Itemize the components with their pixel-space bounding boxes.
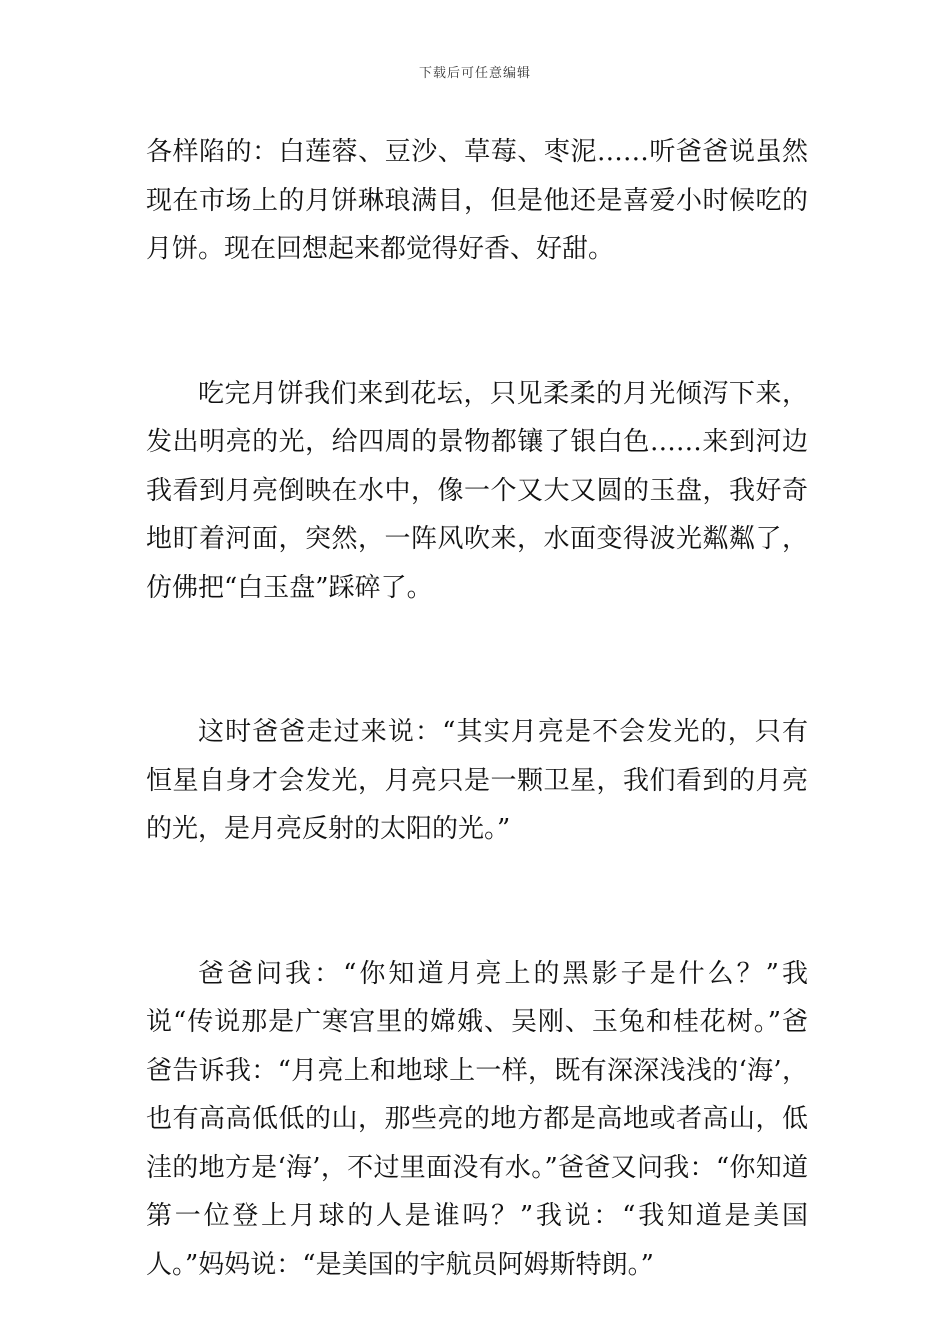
paragraph-2: 吃完月饼我们来到花坛，只见柔柔的月光倾泻下来，发出明亮的光，给四周的景物都镶了银白色……来到河边我看到月亮倒映在水中，像一个又大又圆的玉盘，我好奇地盯着河面，突然，一阵风吹来，水面变得波光粼粼了，仿佛把“白玉盘”踩碎了。: [146, 378, 808, 603]
document-body: [146, 128, 808, 1289]
paragraph-4: 爸爸问我：“你知道月亮上的黑影子是什么？”我说“传说那是广寒宫里的嫦娥、吴刚、玉兔和桂花树。”爸爸告诉我：“月亮上和地球上一样，既有深深浅浅的‘海’，也有高高低低的山，那些亮的地方都是高地或者高山，低洼的地方是‘海’，不过里面没有水。”爸爸又问我：“你知道第一位登上月球的人是谁吗？”我说：“我知道是美国人。”妈妈说：“是美国的宇航员阿姆斯特朗。”: [146, 958, 808, 1280]
paragraph-1: 各样陷的：白莲蓉、豆沙、草莓、枣泥……听爸爸说虽然现在市场上的月饼琳琅满目，但是他还是喜爱小时候吃的月饼。现在回想起来都觉得好香、好甜。: [146, 137, 808, 264]
page-header-note: 下载后可任意编辑: [418, 66, 531, 81]
paragraph-3: 这时爸爸走过来说：“其实月亮是不会发光的，只有恒星自身才会发光，月亮只是一颗卫星，我们看到的月亮的光，是月亮反射的太阳的光。”: [146, 717, 808, 844]
